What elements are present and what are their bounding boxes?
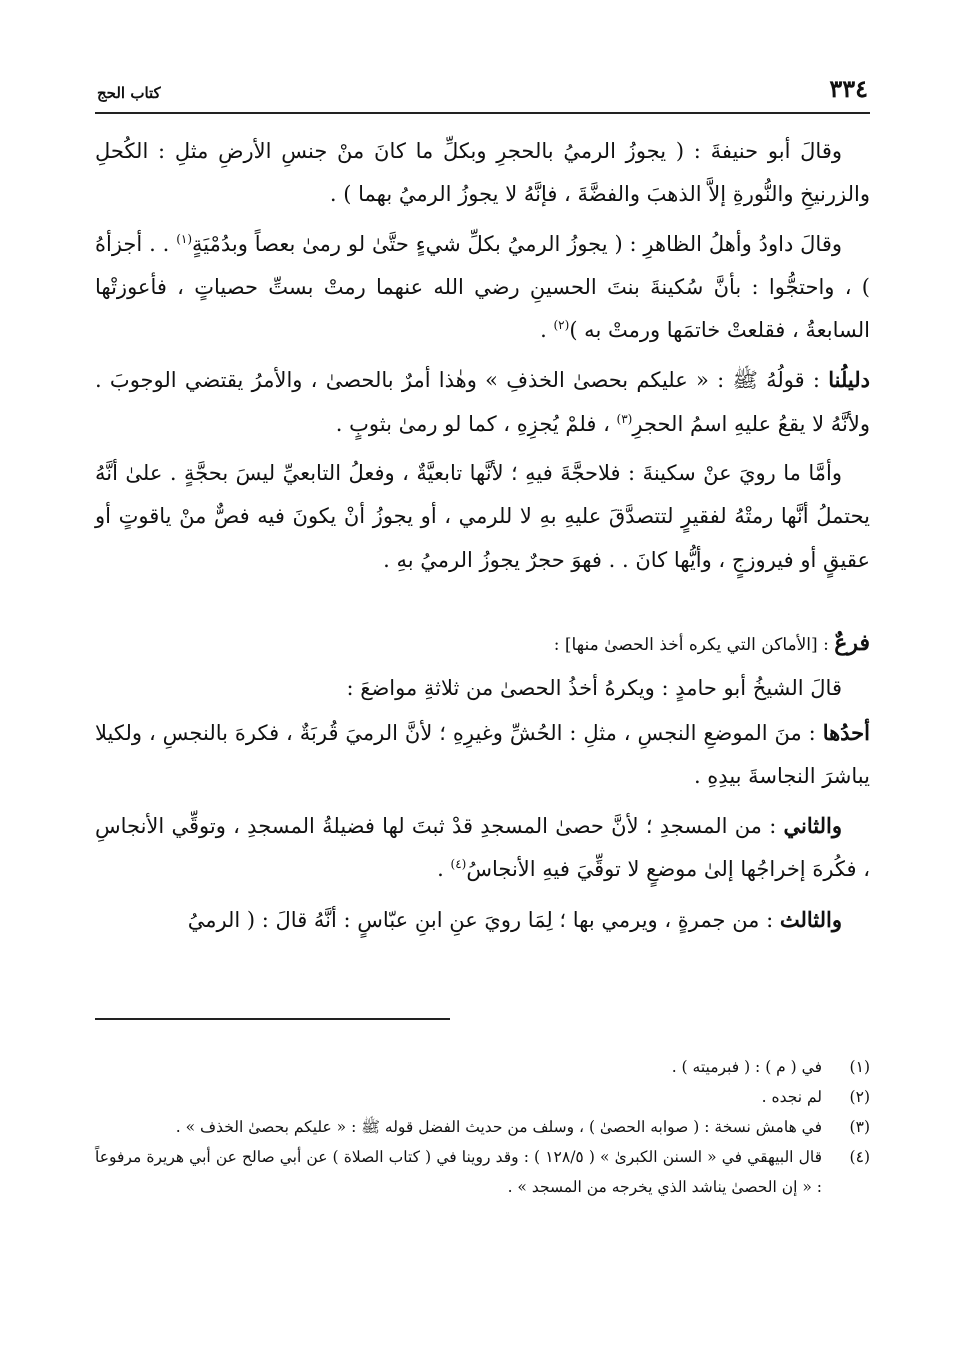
paragraph-evidence [95, 358, 870, 446]
evidence-text-b: ، فلمْ يُجزِهِ ، كما لو رمىٰ بثوبٍ . [335, 411, 617, 436]
footnote-divider [95, 1018, 450, 1020]
first-text: : منَ الموضعِ النجسِ ، مثلِ : الحُشِّ وغيرِهِ ؛ لأنَّ الرميَ قُربَةٌ ، فكرهَ بالنجسِ ، ولكيلا يباشرَ النجاسةَ بيدِهِ . [95, 720, 870, 788]
second-text-b: . [437, 857, 451, 882]
footnote-text: قال البيهقي في « السنن الكبرىٰ » ( ١٢٨/٥ ) : وقد روينا في ( كتاب الصلاة ) عن أبي صالح عن أبي هريرة مرفوعاً : « إن الحصىٰ يناشد الذي يخرجه من المسجد » . [95, 1148, 822, 1196]
evidence-lead: دليلُنا [828, 367, 870, 393]
paragraph-dawud-text-a: وقالَ داودُ وأهلُ الظاهرِ : ( يجوزُ الرميُ بكلِّ شيءٍ حتَّىٰ لو رمىٰ بعصاً وبدُمْيَةٍ [192, 231, 843, 256]
first-lead: أحدُها [822, 719, 870, 745]
footnote-text: في هامش نسخة : ( صوابه الحصىٰ ) ، وسلف من حديث الفضل قوله ﷺ : « عليكم بحصىٰ الخذف » . [175, 1118, 822, 1136]
paragraph-dawud [95, 223, 870, 353]
paragraph-dawud-text-b: . . أجزأهُ ) ، واحتجُّوا : بأنَّ سُكينةَ بنتَ الحسينِ رضي الله عنهما رمتْ بستِّ حصياتٍ ، فأعوزتْها السابعةُ ، فقلعتْ خاتمَها ورمتْ به ) [95, 231, 870, 343]
paragraph-first [95, 711, 870, 799]
paragraph-sukayna: وأمَّا ما رويَ عنْ سكينةَ : فلاحجَّةَ فيهِ ؛ لأنَّها تابعيَّةٌ ، وفعلُ التابعيِّ ليسَ بحجَّةٍ . علىٰ أنَّهُ يحتملُ أنَّها رمتْهُ لفقيرٍ لتتصدَّقَ عليهِ بهِ لا للرمي ، أو يجوزُ أنْ يكونَ فيه فصٌّ منْ ياقوتٍ أو عقيقٍ أو فيروزجٍ ، وأيُّها كانَ . . فهوَ حجرٌ يجوزُ الرميُ بهِ . [95, 461, 870, 572]
paragraph-dawud-text-c: . [540, 318, 554, 343]
footnote-number: (٤) [849, 1148, 870, 1166]
footnote-ref-3: (٣) [616, 411, 633, 426]
footnote-item [95, 1052, 870, 1082]
footnote-ref-2: (٢) [553, 318, 570, 333]
paragraph-abu-hamid: قالَ الشيخُ أبو حامدٍ : ويكرهُ أخذُ الحصىٰ من ثلاثةِ مواضعَ : [346, 676, 842, 701]
footnote-ref-4: (٤) [450, 857, 467, 872]
section-title: : [الأماكن التي يكره أخذ الحصىٰ منها] : [553, 634, 835, 655]
footnote-number: (١) [849, 1058, 870, 1076]
footnote-text: لم نجده . [761, 1088, 822, 1106]
footnote-item [95, 1142, 870, 1202]
third-lead: والثالث [779, 906, 842, 932]
paragraph-second [95, 804, 870, 892]
footnote-number: (٣) [849, 1118, 870, 1136]
second-text-a: : من المسجدِ ؛ لأنَّ حصىٰ المسجدِ قدْ ثبتَ لها فضيلةُ المسجدِ ، وتوقِّي الأنجاسِ ، فكُرهَ إخراجُها إلىٰ موضعٍ لا توقِّيَ فيهِ الأنجاسُ [95, 814, 870, 882]
footnotes [95, 1052, 870, 1202]
footnote-ref-1: (١) [176, 231, 193, 246]
footnote-item [95, 1112, 870, 1142]
page-content [95, 70, 870, 942]
section-heading [95, 622, 870, 667]
section-label: فرعٌ [834, 629, 870, 656]
page-number: ٣٣٤ [829, 74, 868, 103]
page-header [95, 70, 870, 114]
footnote-number: (٢) [849, 1088, 870, 1106]
third-text: : من جمرةٍ ، ويرمي بها ؛ لِمَا رويَ عنِ ابنِ عبّاسٍ : أنَّهُ قالَ : ( الرميُ [187, 907, 780, 932]
running-title: كتاب الحج [97, 84, 161, 102]
paragraph-abu-hanifa: وقالَ أبو حنيفةَ : ( يجوزُ الرميُ بالحجرِ وبكلِّ ما كانَ منْ جنسِ الأرضِ مثلِ : الكُحلِ والزرنيخِ والنُّورةِ إلاَّ الذهبَ والفضَّةَ ، فإنَّهُ لا يجوزُ الرميُ بهما ) . [95, 139, 870, 207]
second-lead: والثاني [783, 813, 842, 839]
paragraph-third [95, 898, 870, 942]
evidence-text-a: : قولُهُ ﷺ : « عليكم بحصىٰ الخذفِ » وهٰذا أمرٌ بالحصىٰ ، والأمرُ يقتضي الوجوبَ . ولأنَّهُ لا يقعُ عليهِ اسمُ الحجرِ [95, 368, 870, 436]
footnote-item [95, 1082, 870, 1112]
footnote-text: في ( م ) : ( فبرميته ) . [671, 1058, 822, 1076]
